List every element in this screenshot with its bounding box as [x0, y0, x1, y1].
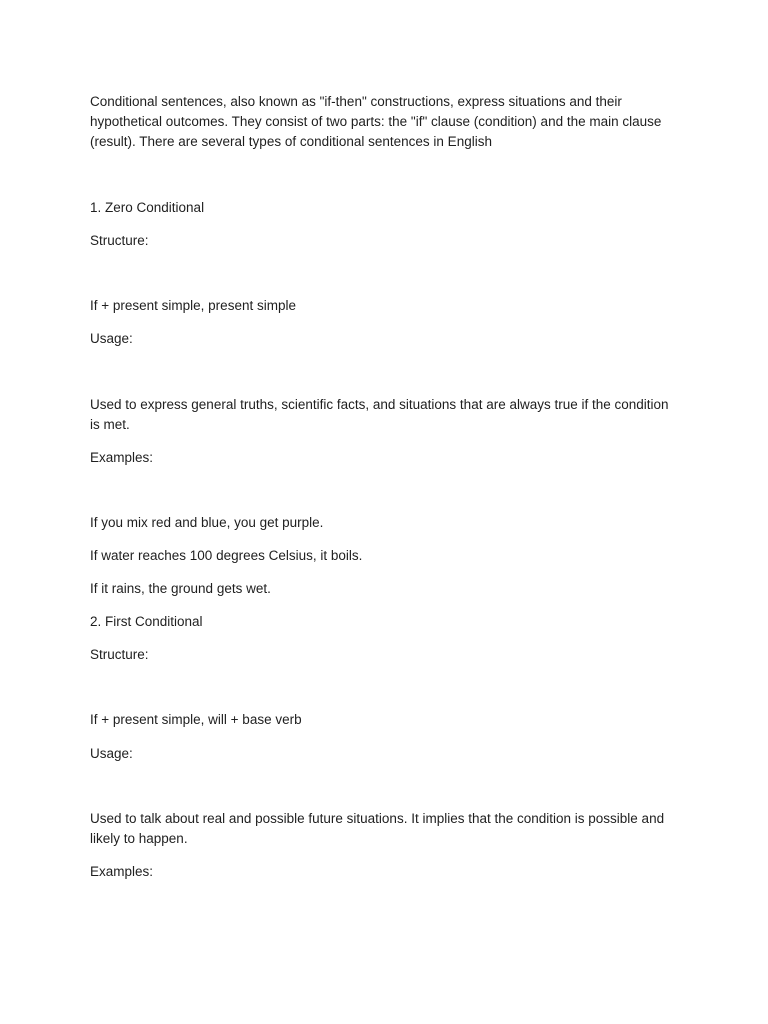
zero-usage-text: Used to express general truths, scientific facts, and situations that are always true if the condition is met.: [90, 397, 669, 432]
zero-usage-label: Usage:: [90, 331, 133, 346]
first-structure-text: If + present simple, will + base verb: [90, 712, 302, 727]
first-conditional-heading: 2. First Conditional: [90, 614, 203, 629]
first-structure-label: Structure:: [90, 647, 149, 662]
zero-structure-label: Structure:: [90, 233, 149, 248]
zero-examples-label: Examples:: [90, 450, 154, 465]
zero-conditional-heading: 1. Zero Conditional: [90, 200, 205, 215]
zero-example-item: If water reaches 100 degrees Celsius, it boils.: [90, 548, 363, 563]
first-usage-label: Usage:: [90, 746, 133, 761]
first-examples-label: Examples:: [90, 864, 154, 879]
first-usage-text: Used to talk about real and possible future situations. It implies that the condition is possible and likely to happen.: [90, 811, 665, 846]
zero-structure-text: If + present simple, present simple: [90, 298, 296, 313]
zero-example-item: If it rains, the ground gets wet.: [90, 581, 271, 596]
intro-paragraph: Conditional sentences, also known as "if-then" constructions, express situations and their hypothetical outcomes. They consist of two parts: the "if" clause (condition) and the main clause (result). There are several types of conditional sentences in English: [90, 94, 662, 149]
zero-example-item: If you mix red and blue, you get purple.: [90, 515, 324, 530]
